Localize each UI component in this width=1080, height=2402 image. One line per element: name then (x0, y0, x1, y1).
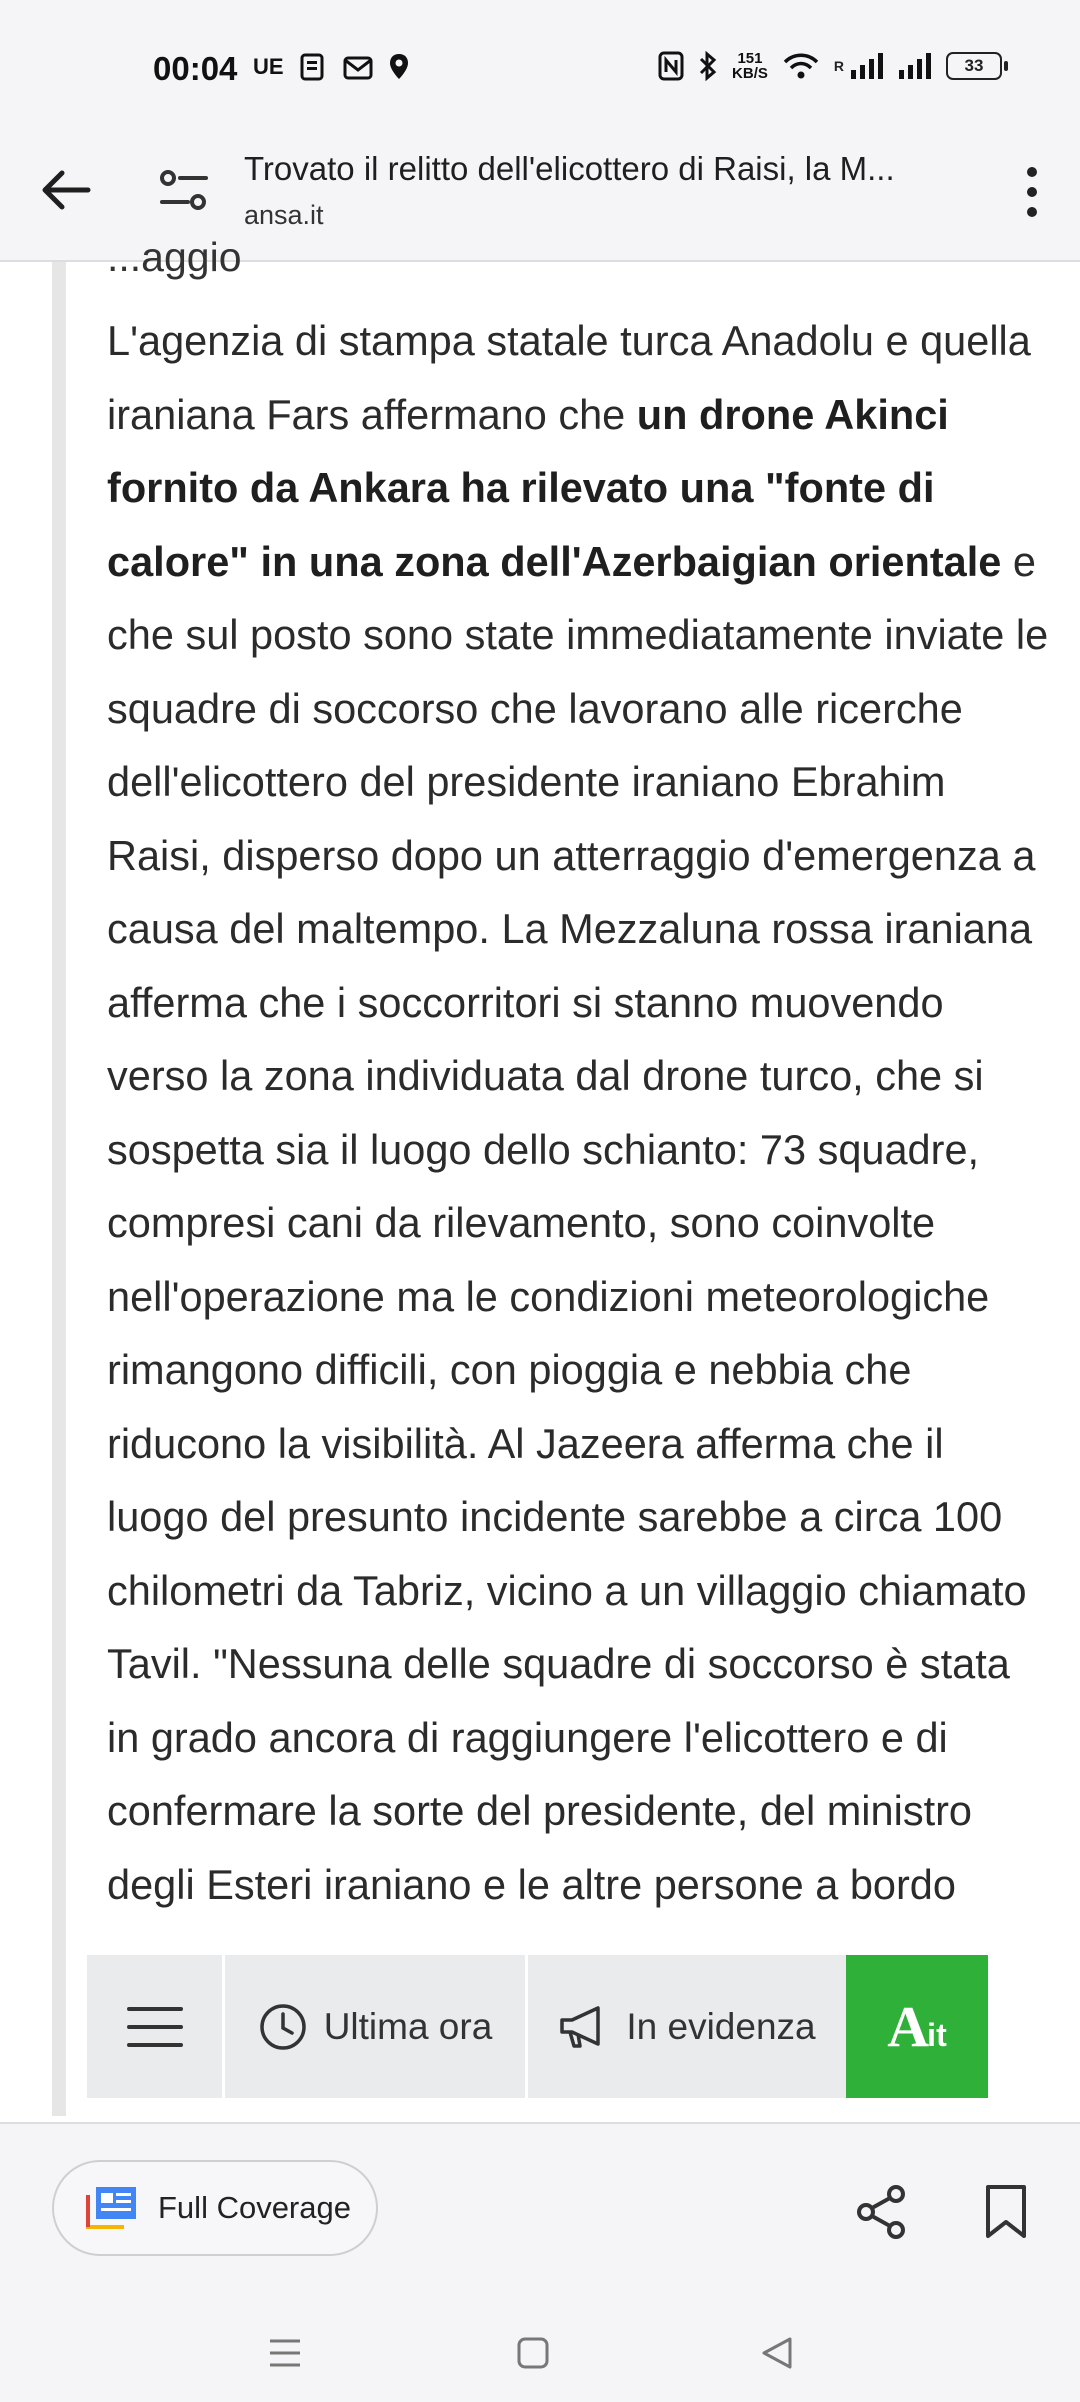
megaphone-icon (558, 2004, 610, 2050)
hamburger-menu-icon (127, 2005, 183, 2049)
floating-nav (87, 1955, 995, 2098)
mail-notification-icon (342, 52, 374, 82)
article-text-bold: un drone Akinci fornito da Ankara ha rilevato una "fonte di calore" in una zona dell'Azerbaigian orientale (107, 390, 1002, 585)
app-notification-icon (298, 52, 328, 82)
signal-2-icon (898, 52, 932, 80)
status-left-icons (253, 52, 410, 82)
quote-bar (52, 262, 66, 2116)
logo-main: A (887, 1994, 928, 2059)
page-domain[interactable]: ansa.it (244, 200, 324, 230)
share-icon[interactable] (856, 2184, 908, 2240)
battery-icon: 33 (946, 52, 1002, 80)
bookmark-icon[interactable] (984, 2184, 1028, 2240)
article-text-2: e che sul posto sono state immediatamente inviate le squadre di soccorso che lavorano alle ricerche dell'elicottero del presidente iraniano Ebrahim Raisi, disperso dopo un atterraggio d'emergenza a causa del maltempo. La Mezzaluna rossa iraniana afferma che i soccorritori si stanno muovendo verso la zona individuata dal drone turco, che si sospetta sia il luogo dello schianto: 73 squadre, compresi cani da rilevamento, sono coinvolte nell'operazione ma le condizioni meteorologiche rimangono difficili, con pioggia e nebbia che riducono la visibilità. Al Jazeera afferma che il luogo del presunto incidente sarebbe a circa 100 chilometri da Tabriz, vicino a un villaggio chiamato Tavil. "Nessuna delle squadre di soccorso è stata in grado ancora di raggiungere l'elicottero e di confermare la sorte del presidente, del ministro degli Esteri iraniano e le altre persone a bordo (107, 537, 1049, 1908)
menu-button[interactable] (87, 1955, 225, 2098)
back-arrow-icon[interactable] (36, 160, 96, 220)
signal-1-icon (850, 52, 884, 80)
logo-sub: it (927, 2017, 947, 2053)
bottom-action-bar (0, 2122, 1080, 2402)
page-settings-icon[interactable] (158, 168, 210, 214)
status-bar (0, 0, 1080, 120)
location-icon (388, 52, 410, 82)
bluetooth-icon (698, 50, 718, 82)
network-speed-value: 151 (737, 50, 763, 67)
ultima-ora-label: Ultima ora (323, 2005, 493, 2047)
full-coverage-icon (84, 2185, 138, 2231)
ansa-logo (887, 1993, 946, 2060)
system-back-icon[interactable] (760, 2336, 794, 2370)
wifi-icon (782, 51, 820, 81)
in-evidenza-button[interactable] (528, 1955, 846, 2098)
article-content (0, 234, 1080, 2122)
full-coverage-label: Full Coverage (158, 2190, 351, 2225)
home-icon[interactable] (516, 2336, 550, 2370)
network-speed-unit: KB/S (732, 65, 768, 82)
cut-off-line: ...aggio (107, 234, 242, 280)
more-options-icon[interactable] (1020, 162, 1044, 222)
in-evidenza-label: In evidenza (626, 2005, 816, 2047)
system-navigation (0, 2294, 1080, 2394)
ansa-logo-button[interactable] (846, 1955, 988, 2098)
network-speed (732, 51, 768, 81)
status-right-icons (658, 50, 1002, 82)
nfc-icon (658, 51, 684, 81)
ue-label: UE (253, 54, 284, 79)
clock-icon (258, 2002, 308, 2052)
recent-apps-icon[interactable] (268, 2338, 302, 2368)
page-title[interactable]: Trovato il relitto dell'elicottero di Raisi, la M... (244, 150, 895, 187)
article-text-1: L'agenzia di stampa statale turca Anadolu e quella iraniana Fars affermano che (107, 317, 1031, 438)
status-time: 00:04 (153, 50, 238, 87)
roaming-label: R (833, 58, 844, 74)
ultima-ora-button[interactable] (225, 1955, 528, 2098)
full-coverage-button[interactable] (52, 2160, 378, 2256)
article-paragraph (107, 304, 1052, 1921)
